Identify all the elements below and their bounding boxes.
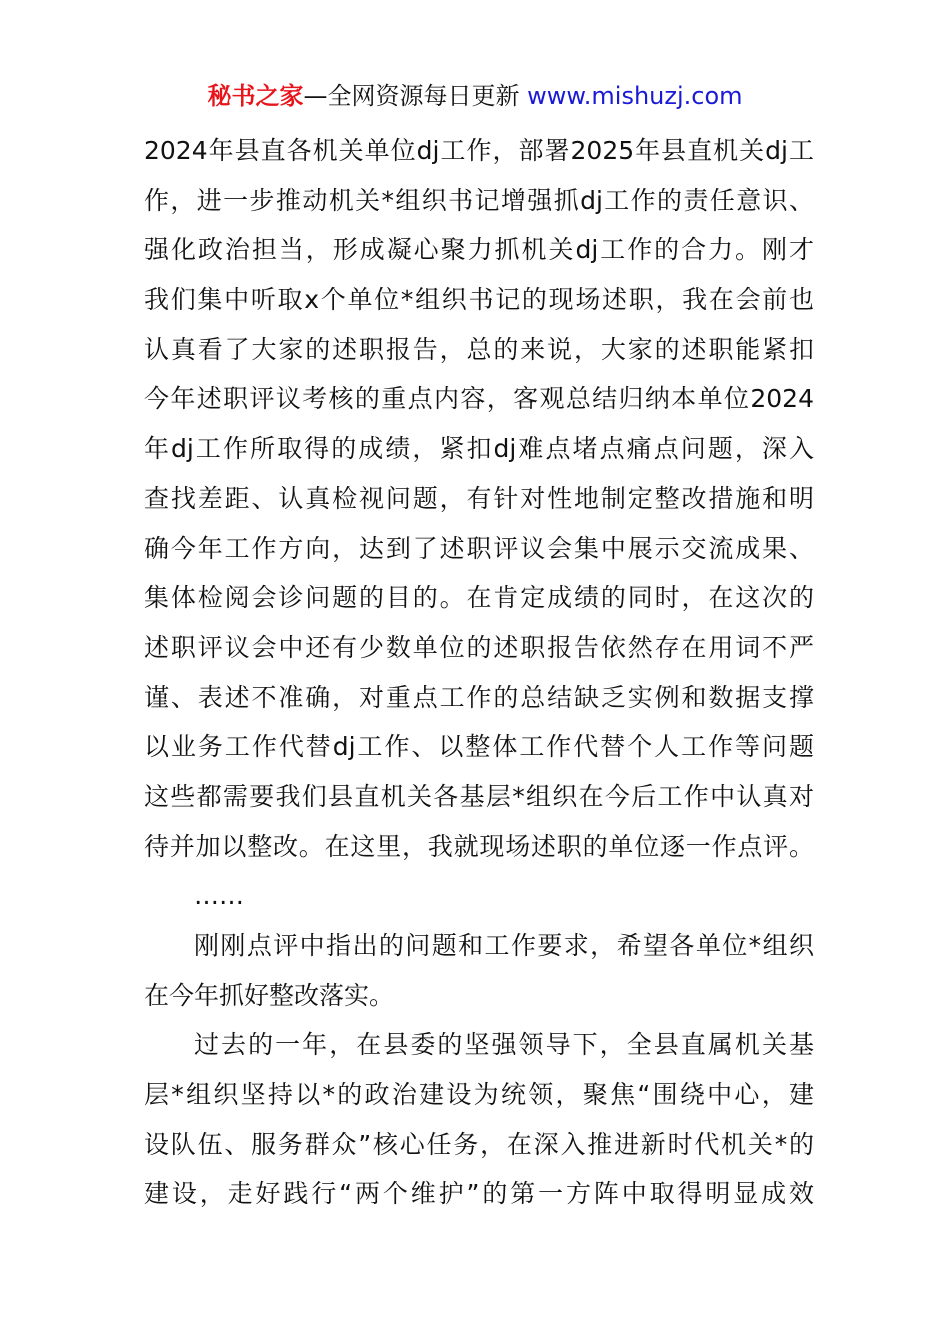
text-line: 强化政治担当，形成凝心聚力抓机关dj工作的合力。刚才 (144, 235, 814, 265)
text-line: 我们集中听取x个单位*组织书记的现场述职，我在会前也 (144, 285, 814, 315)
text-line: 集体检阅会诊问题的目的。在肯定成绩的同时，在这次的 (144, 583, 814, 613)
text-line: 层*组织坚持以*的政治建设为统领，聚焦“围绕中心，建 (144, 1080, 814, 1110)
site-tagline: —全网资源每日更新 (303, 82, 520, 110)
text-line: 述职评议会中还有少数单位的述职报告依然存在用词不严 (144, 632, 814, 662)
text-line: 今年述职评议考核的重点内容，客观总结归纳本单位2024 (144, 384, 814, 414)
text-line: 2024年县直各机关单位dj工作，部署2025年县直机关dj工 (144, 136, 814, 165)
text-line: 刚刚点评中指出的问题和工作要求，希望各单位*组织 (194, 931, 814, 960)
text-line: 建设，走好践行“两个维护”的第一方阵中取得明显成效 (144, 1179, 814, 1209)
text-line: 确今年工作方向，达到了述职评议会集中展示交流成果、 (144, 533, 814, 563)
site-brand: 秘书之家 (207, 82, 304, 110)
site-url-link[interactable]: www.mishuzj.com (527, 82, 743, 110)
ellipsis-line: …… (194, 881, 244, 911)
text-line: 在今年抓好整改落实。 (144, 980, 395, 1010)
text-line: 待并加以整改。在这里，我就现场述职的单位逐一作点评。 (144, 831, 814, 861)
text-line: 设队伍、服务群众”核心任务，在深入推进新时代机关*的 (144, 1129, 814, 1159)
text-line: 年dj工作所取得的成绩，紧扣dj难点堵点痛点问题，深入 (144, 434, 814, 464)
text-line: 谨、表述不准确，对重点工作的总结缺乏实例和数据支撑 (144, 682, 814, 712)
text-line: 以业务工作代替dj工作、以整体工作代替个人工作等问题 (144, 732, 814, 762)
document-body (144, 126, 814, 1219)
text-line: 查找差距、认真检视问题，有针对性地制定整改措施和明 (144, 483, 814, 513)
text-line: 过去的一年，在县委的坚强领导下，全县直属机关基 (194, 1030, 814, 1060)
text-line: 认真看了大家的述职报告，总的来说，大家的述职能紧扣 (144, 334, 814, 364)
text-line: 作，进一步推动机关*组织书记增强抓dj工作的责任意识、 (144, 185, 814, 215)
site-header (0, 80, 950, 112)
text-line: 这些都需要我们县直机关各基层*组织在今后工作中认真对 (144, 781, 814, 811)
